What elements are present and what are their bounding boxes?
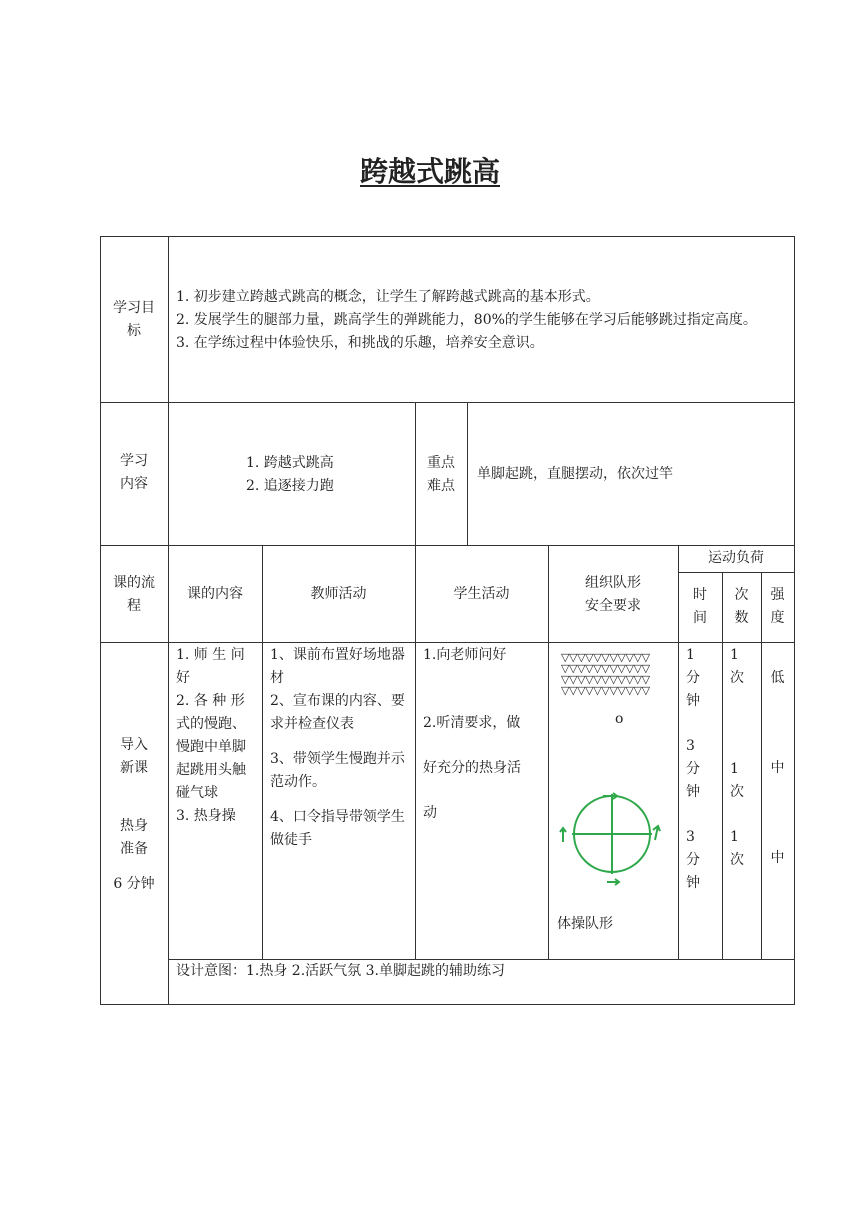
header-teacher: 教师活动 [310,586,367,602]
goal-item: 2. 发展学生的腿部力量，跳高学生的弹跳能力，80%的学生能够在学习后能够跳过指定高度。 [176,312,757,328]
time-values: 1 分 钟 3 分 钟 3 分 钟 [686,647,700,891]
header-flow: 课的流 程 [113,575,155,614]
count-values: 1 次 1 次 1 次 [730,647,744,868]
teacher-position-mark: o [615,711,624,727]
formation-caption: 体操队形 [557,916,613,932]
header-content: 课的内容 [187,586,243,602]
warmup-circle-diagram [557,784,667,890]
intensity-values: 低 中 中 [770,670,785,866]
key-points-text: 单脚起跳，直腿摆动，依次过竿 [477,466,673,482]
content-item: 2. 追逐接力跑 [246,478,334,494]
key-points-label: 重点 难点 [427,455,455,494]
section-label: 导入 新课 热身 准备 6 分钟 [113,737,155,892]
lesson-content: 1. 师 生 问 好 2. 各 种 形 式的慢跑、 慢跑中单脚 起跳用头触 碰气球 3. 热身操 [176,647,246,824]
design-note: 设计意图：1.热身 2.活跃气氛 3.单脚起跳的辅助练习 [176,963,505,979]
header-time: 时 间 [693,587,707,626]
goal-item: 1. 初步建立跨越式跳高的概念，让学生了解跨越式跳高的基本形式。 [176,289,600,305]
header-student: 学生活动 [453,586,510,602]
student-formation: ▽▽▽▽▽▽▽▽▽▽▽ ▽▽▽▽▽▽▽▽▽▽▽ ▽▽▽▽▽▽▽▽▽▽▽ ▽▽▽▽▽▽▽▽▽▽▽ [561,651,650,697]
content-label: 学习 内容 [120,453,148,492]
header-organization: 组织队形 安全要求 [585,575,641,614]
content-list [246,452,334,498]
arrow-top-icon [603,793,617,799]
goals-list [176,286,791,355]
arrow-bottom-icon [607,879,619,885]
page-title: 跨越式跳高 [359,155,500,188]
arrow-left-icon [560,828,566,842]
content-item: 1. 跨越式跳高 [246,455,334,471]
goals-label: 学习目 标 [113,300,155,339]
goal-item: 3. 在学练过程中体验快乐，和挑战的乐趣，培养安全意识。 [176,335,544,351]
student-activities: 1.向老师问好 2.听清要求，做 好充分的热身活 动 [423,647,521,821]
header-load: 运动负荷 [708,550,764,566]
header-count: 次 数 [734,587,749,626]
teacher-activities: 1、课前布置好场地器 材 2、宣布课的内容、要 求并检查仪表 3、带领学生慢跑并示 范动作。 4、口令指导带领学生 做徒手 [270,647,405,848]
arrow-right-icon [653,826,660,840]
header-intensity: 强 度 [770,587,785,626]
